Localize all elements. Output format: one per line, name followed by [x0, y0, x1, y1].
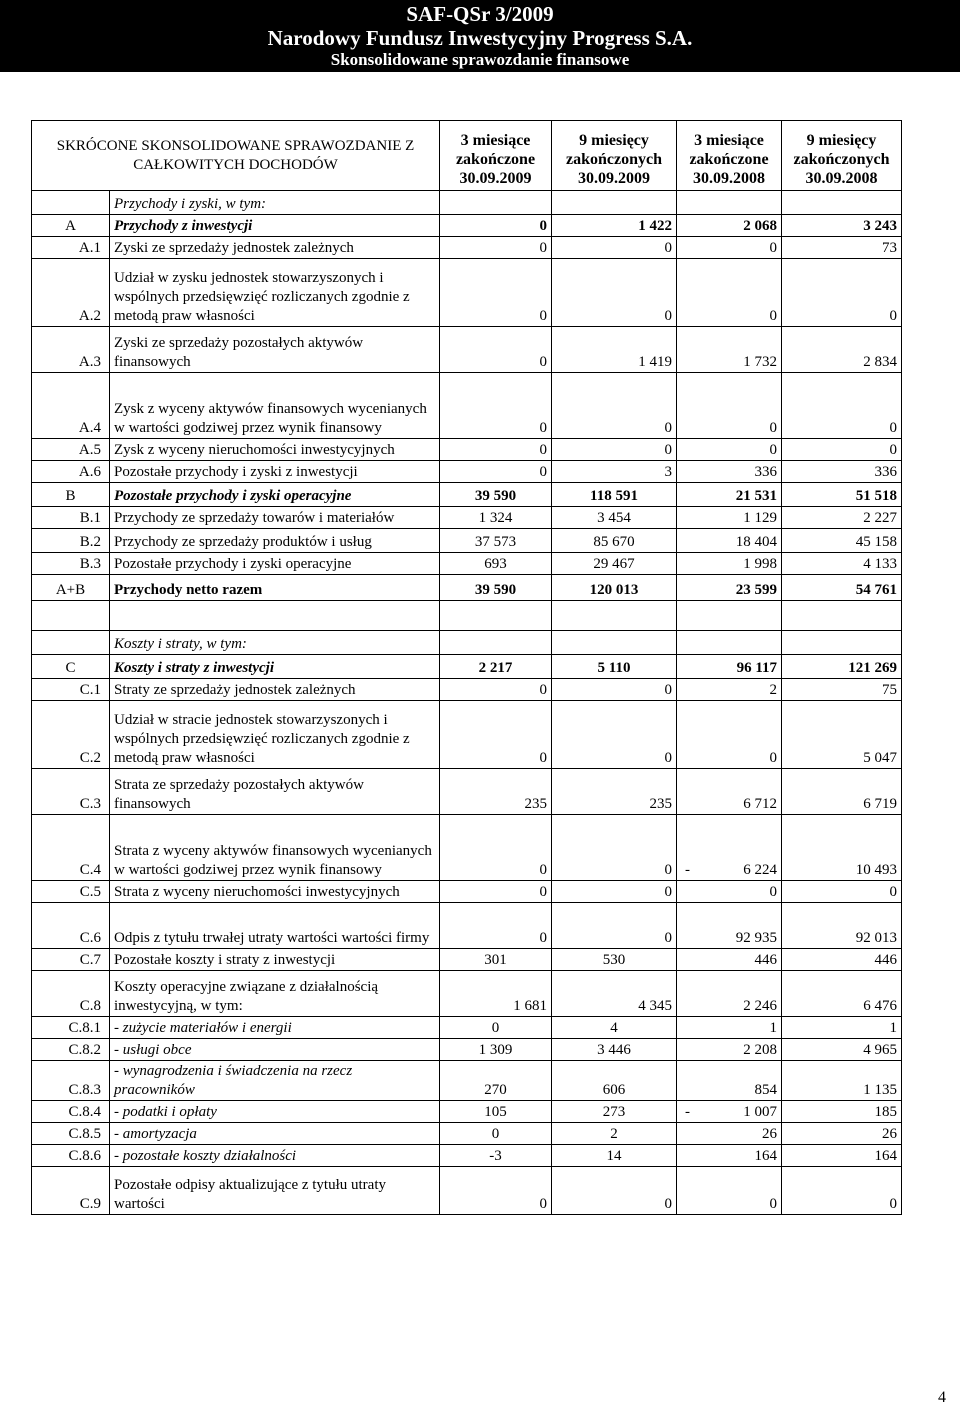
row-value-3: 6 712	[677, 769, 782, 815]
row-value-1: 693	[440, 553, 552, 575]
row-value-1: -3	[440, 1145, 552, 1167]
row-value-3: 2 068	[677, 215, 782, 237]
row-value-2: 273	[552, 1101, 677, 1123]
row-code: C.8.1	[32, 1017, 110, 1039]
table-row	[32, 655, 902, 679]
row-value-2: 0	[552, 903, 677, 949]
row-code: C.4	[32, 815, 110, 881]
row-value-3	[677, 1101, 782, 1123]
row-value-1: 0	[440, 1167, 552, 1215]
table-row	[32, 971, 902, 1017]
row-value-4: 45 158	[782, 529, 902, 553]
row-description: Przychody ze sprzedaży towarów i materiałów	[110, 507, 440, 529]
row-code: C.8.5	[32, 1123, 110, 1145]
column-header-9m-2009: 9 miesięcy zakończonych 30.09.2009	[552, 121, 677, 191]
row-value-4: 0	[782, 259, 902, 327]
row-value-3: 0	[677, 259, 782, 327]
row-value-4: 51 518	[782, 483, 902, 507]
row-value-3: 1 998	[677, 553, 782, 575]
row-description: Zyski ze sprzedaży pozostałych aktywów finansowych	[110, 327, 440, 373]
table-row	[32, 507, 902, 529]
table-row	[32, 1061, 902, 1101]
row-description: Strata ze sprzedaży pozostałych aktywów finansowych	[110, 769, 440, 815]
income-statement-table	[31, 120, 902, 1215]
row-value-4: 73	[782, 237, 902, 259]
row-value-3: 2	[677, 679, 782, 701]
row-value-2: 4	[552, 1017, 677, 1039]
row-code: A.2	[32, 259, 110, 327]
table-row	[32, 701, 902, 769]
row-value-1: 0	[440, 1017, 552, 1039]
row-value-4: 3 243	[782, 215, 902, 237]
row-code: C.8.4	[32, 1101, 110, 1123]
row-value-1: 235	[440, 769, 552, 815]
row-value-1: 0	[440, 373, 552, 439]
row-value-4: 26	[782, 1123, 902, 1145]
row-code: C.5	[32, 881, 110, 903]
row-code	[32, 631, 110, 655]
row-value-2: 5 110	[552, 655, 677, 679]
row-code: A.1	[32, 237, 110, 259]
table-title: SKRÓCONE SKONSOLIDOWANE SPRAWOZDANIE Z CAŁKOWITYCH DOCHODÓW	[32, 121, 440, 191]
row-value-1: 1 309	[440, 1039, 552, 1061]
document-header	[0, 0, 960, 72]
table-row	[32, 215, 902, 237]
row-value-4: 164	[782, 1145, 902, 1167]
row-value-3: 21 531	[677, 483, 782, 507]
table-row	[32, 461, 902, 483]
row-code: B	[32, 483, 110, 507]
table-row	[32, 679, 902, 701]
row-code: C.3	[32, 769, 110, 815]
row-value-2	[552, 601, 677, 631]
row-value-4: 0	[782, 1167, 902, 1215]
row-description: Koszty i straty, w tym:	[110, 631, 440, 655]
row-description: Pozostałe przychody i zyski z inwestycji	[110, 461, 440, 483]
row-value-2: 4 345	[552, 971, 677, 1017]
row-description: Udział w zysku jednostek stowarzyszonych i wspólnych przedsięwzięć rozliczanych zgodnie z metodą praw własności	[110, 259, 440, 327]
row-description: Koszty i straty z inwestycji	[110, 655, 440, 679]
row-value-1: 0	[440, 679, 552, 701]
row-value-2: 1 419	[552, 327, 677, 373]
row-value-2: 0	[552, 439, 677, 461]
row-description: Udział w stracie jednostek stowarzyszonych i wspólnych przedsięwzięć rozliczanych zgodnie z metodą praw własności	[110, 701, 440, 769]
row-value-3: 18 404	[677, 529, 782, 553]
row-description: - usługi obce	[110, 1039, 440, 1061]
row-code	[32, 191, 110, 215]
company-name: Narodowy Fundusz Inwestycyjny Progress S.A.	[267, 26, 693, 50]
row-description: Strata z wyceny aktywów finansowych wycenianych w wartości godziwej przez wynik finansowy	[110, 815, 440, 881]
row-value-3: 1 732	[677, 327, 782, 373]
row-value-4: 54 761	[782, 575, 902, 601]
row-value-1: 0	[440, 1123, 552, 1145]
row-value-1	[440, 601, 552, 631]
row-value-4: 0	[782, 439, 902, 461]
row-code: A.5	[32, 439, 110, 461]
row-value-2: 0	[552, 1167, 677, 1215]
row-value-4: 2 834	[782, 327, 902, 373]
column-header-9m-2008: 9 miesięcy zakończonych 30.09.2008	[782, 121, 902, 191]
row-value-2: 2	[552, 1123, 677, 1145]
table-row	[32, 601, 902, 631]
row-value-2: 0	[552, 373, 677, 439]
row-value-2: 235	[552, 769, 677, 815]
row-value-1: 105	[440, 1101, 552, 1123]
row-value-4: 6 719	[782, 769, 902, 815]
row-description: Koszty operacyjne związane z działalnością inwestycyjną, w tym:	[110, 971, 440, 1017]
row-value-1: 0	[440, 903, 552, 949]
row-value-4: 336	[782, 461, 902, 483]
row-description: Pozostałe odpisy aktualizujące z tytułu utraty wartości	[110, 1167, 440, 1215]
row-value-4: 4 133	[782, 553, 902, 575]
table-header-row	[32, 121, 902, 191]
row-value-3: 0	[677, 439, 782, 461]
row-value-1: 39 590	[440, 483, 552, 507]
row-value-2: 0	[552, 701, 677, 769]
row-value-2: 0	[552, 815, 677, 881]
table-row	[32, 237, 902, 259]
row-value-1: 0	[440, 815, 552, 881]
row-value-3	[677, 631, 782, 655]
row-value-3: 0	[677, 701, 782, 769]
row-value-3: 26	[677, 1123, 782, 1145]
row-value-4: 2 227	[782, 507, 902, 529]
row-value-1: 0	[440, 237, 552, 259]
row-value-2	[552, 631, 677, 655]
row-value-3	[677, 815, 782, 881]
row-code: C.8.3	[32, 1061, 110, 1101]
row-description: Strata z wyceny nieruchomości inwestycyjnych	[110, 881, 440, 903]
row-code: C.6	[32, 903, 110, 949]
row-value-2: 14	[552, 1145, 677, 1167]
row-code: C.7	[32, 949, 110, 971]
row-value-3: 854	[677, 1061, 782, 1101]
table-row	[32, 575, 902, 601]
row-description: Straty ze sprzedaży jednostek zależnych	[110, 679, 440, 701]
row-value-1: 39 590	[440, 575, 552, 601]
row-value-3	[677, 601, 782, 631]
table-row	[32, 1039, 902, 1061]
row-code: C.2	[32, 701, 110, 769]
row-description: Przychody z inwestycji	[110, 215, 440, 237]
row-value-1: 0	[440, 327, 552, 373]
row-value-1	[440, 191, 552, 215]
row-value-3	[677, 191, 782, 215]
row-code: A+B	[32, 575, 110, 601]
row-value-4: 75	[782, 679, 902, 701]
row-value-3: 92 935	[677, 903, 782, 949]
table-row	[32, 631, 902, 655]
row-value-2: 0	[552, 237, 677, 259]
column-header-q3-2009: 3 miesiące zakończone 30.09.2009	[440, 121, 552, 191]
row-description: - pozostałe koszty działalności	[110, 1145, 440, 1167]
row-value-2: 118 591	[552, 483, 677, 507]
row-description: Pozostałe przychody i zyski operacyjne	[110, 483, 440, 507]
row-value-4: 92 013	[782, 903, 902, 949]
page-number: 4	[938, 1389, 946, 1406]
row-value-4: 185	[782, 1101, 902, 1123]
row-description: - zużycie materiałów i energii	[110, 1017, 440, 1039]
row-value-1: 1 324	[440, 507, 552, 529]
row-code: C.8.6	[32, 1145, 110, 1167]
row-value-1: 0	[440, 881, 552, 903]
table-row	[32, 1101, 902, 1123]
table-row	[32, 373, 902, 439]
table-row	[32, 1123, 902, 1145]
table-row	[32, 327, 902, 373]
row-value-3: 1	[677, 1017, 782, 1039]
row-value-2: 29 467	[552, 553, 677, 575]
table-row	[32, 483, 902, 507]
row-value-3: 2 208	[677, 1039, 782, 1061]
row-value-3: 23 599	[677, 575, 782, 601]
row-value-2: 3 454	[552, 507, 677, 529]
row-value-3: 0	[677, 1167, 782, 1215]
row-value-2	[552, 191, 677, 215]
table-row	[32, 553, 902, 575]
row-value-4: 0	[782, 373, 902, 439]
row-value-4	[782, 601, 902, 631]
row-value-1: 0	[440, 215, 552, 237]
row-value-2: 0	[552, 259, 677, 327]
value-text: 6 224	[743, 862, 778, 878]
column-header-q3-2008: 3 miesiące zakończone 30.09.2008	[677, 121, 782, 191]
row-value-3: 446	[677, 949, 782, 971]
row-value-3: 336	[677, 461, 782, 483]
row-value-1: 1 681	[440, 971, 552, 1017]
row-value-1: 0	[440, 461, 552, 483]
row-value-4: 121 269	[782, 655, 902, 679]
row-value-1: 270	[440, 1061, 552, 1101]
row-value-3: 2 246	[677, 971, 782, 1017]
row-code: C.9	[32, 1167, 110, 1215]
row-description: - wynagrodzenia i świadczenia na rzecz pracowników	[110, 1061, 440, 1101]
row-value-2: 530	[552, 949, 677, 971]
row-value-3: 1 129	[677, 507, 782, 529]
row-value-2: 3 446	[552, 1039, 677, 1061]
row-description: Pozostałe koszty i straty z inwestycji	[110, 949, 440, 971]
row-code: C	[32, 655, 110, 679]
row-value-4	[782, 631, 902, 655]
row-value-1	[440, 631, 552, 655]
row-value-3: 0	[677, 237, 782, 259]
row-value-2: 1 422	[552, 215, 677, 237]
value-text: 1 007	[743, 1104, 778, 1120]
row-code: C.1	[32, 679, 110, 701]
row-code: C.8	[32, 971, 110, 1017]
row-value-2: 606	[552, 1061, 677, 1101]
row-code: B.3	[32, 553, 110, 575]
row-value-1: 0	[440, 701, 552, 769]
row-description	[110, 601, 440, 631]
row-value-1: 0	[440, 439, 552, 461]
row-description: Przychody ze sprzedaży produktów i usług	[110, 529, 440, 553]
row-value-2: 85 670	[552, 529, 677, 553]
row-description: - amortyzacja	[110, 1123, 440, 1145]
row-code: B.1	[32, 507, 110, 529]
table-row	[32, 439, 902, 461]
row-value-4: 1	[782, 1017, 902, 1039]
row-description: Pozostałe przychody i zyski operacyjne	[110, 553, 440, 575]
table-row	[32, 259, 902, 327]
table-row	[32, 903, 902, 949]
row-value-3: 0	[677, 881, 782, 903]
row-code: A.6	[32, 461, 110, 483]
row-value-4: 6 476	[782, 971, 902, 1017]
row-value-3: 96 117	[677, 655, 782, 679]
row-code: A.3	[32, 327, 110, 373]
row-value-3: 164	[677, 1145, 782, 1167]
table-row	[32, 769, 902, 815]
row-value-3: 0	[677, 373, 782, 439]
row-code: A.4	[32, 373, 110, 439]
row-value-4: 0	[782, 881, 902, 903]
report-code: SAF-QSr 3/2009	[406, 2, 554, 26]
negative-sign: -	[685, 1104, 691, 1120]
table-row	[32, 815, 902, 881]
row-description: Zysk z wyceny nieruchomości inwestycyjnych	[110, 439, 440, 461]
table-row	[32, 881, 902, 903]
report-subtitle: Skonsolidowane sprawozdanie finansowe	[330, 50, 630, 69]
row-code: A	[32, 215, 110, 237]
table-row	[32, 1017, 902, 1039]
row-value-4: 4 965	[782, 1039, 902, 1061]
row-value-4: 5 047	[782, 701, 902, 769]
table-row	[32, 529, 902, 553]
row-value-2: 120 013	[552, 575, 677, 601]
negative-sign: -	[685, 862, 691, 878]
row-value-1: 0	[440, 259, 552, 327]
row-description: Zyski ze sprzedaży jednostek zależnych	[110, 237, 440, 259]
row-description: - podatki i opłaty	[110, 1101, 440, 1123]
row-value-4: 10 493	[782, 815, 902, 881]
row-code: C.8.2	[32, 1039, 110, 1061]
row-description: Przychody i zyski, w tym:	[110, 191, 440, 215]
row-value-2: 3	[552, 461, 677, 483]
row-description: Przychody netto razem	[110, 575, 440, 601]
row-value-1: 37 573	[440, 529, 552, 553]
row-value-4	[782, 191, 902, 215]
row-value-2: 0	[552, 881, 677, 903]
table-row	[32, 949, 902, 971]
row-description: Zysk z wyceny aktywów finansowych wycenianych w wartości godziwej przez wynik finansowy	[110, 373, 440, 439]
row-description: Odpis z tytułu trwałej utraty wartości wartości firmy	[110, 903, 440, 949]
row-value-4: 446	[782, 949, 902, 971]
table-row	[32, 191, 902, 215]
row-value-1: 2 217	[440, 655, 552, 679]
row-code: B.2	[32, 529, 110, 553]
row-code	[32, 601, 110, 631]
table-row	[32, 1167, 902, 1215]
row-value-1: 301	[440, 949, 552, 971]
table-row	[32, 1145, 902, 1167]
row-value-2: 0	[552, 679, 677, 701]
row-value-4: 1 135	[782, 1061, 902, 1101]
